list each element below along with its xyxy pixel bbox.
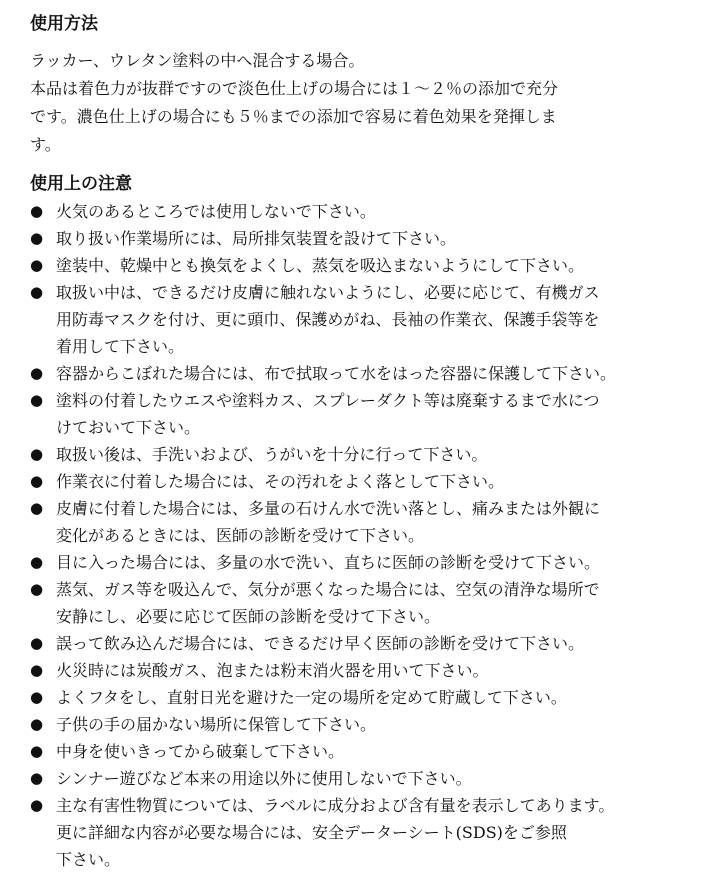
caution-item: [30, 468, 705, 495]
caution-text: [56, 495, 600, 549]
bullet-icon: ●: [30, 580, 44, 598]
bullet-icon: ●: [30, 688, 44, 706]
bullet-icon: ●: [30, 445, 44, 463]
caution-item: [30, 198, 705, 225]
bullet-icon: ●: [30, 364, 44, 382]
caution-item: [30, 549, 705, 576]
caution-item: [30, 576, 705, 630]
caution-line: 火気のあるところでは使用しないで下さい。: [56, 202, 376, 221]
caution-line: 中身を使いきってから破棄して下さい。: [56, 742, 345, 761]
caution-item: [30, 360, 705, 387]
caution-line: 主な有害性物質については、ラベルに成分および含有量を表示してあります。: [56, 796, 615, 815]
caution-text: [56, 279, 600, 360]
usage-heading: 使用方法: [30, 14, 98, 34]
caution-line: 子供の手の届かない場所に保管して下さい。: [56, 715, 377, 734]
caution-line: けておいて下さい。: [56, 418, 201, 437]
caution-line: 目に入った場合には、多量の水で洗い、直ちに医師の診断を受けて下さい。: [56, 553, 601, 572]
bullet-icon: ●: [30, 742, 44, 760]
caution-text: [56, 549, 600, 576]
caution-item: [30, 792, 705, 873]
caution-line: 誤って飲み込んだ場合には、できるだけ早く医師の診断を受けて下さい。: [56, 634, 585, 653]
caution-line: 蒸気、ガス等を吸込んで、気分が悪くなった場合には、空気の清浄な場所で: [56, 580, 600, 599]
bullet-icon: ●: [30, 769, 44, 787]
caution-line: 火災時には炭酸ガス、泡または粉末消火器を用いて下さい。: [56, 661, 489, 680]
bullet-icon: ●: [30, 202, 44, 220]
caution-line: 皮膚に付着した場合には、多量の石けん水で洗い落とし、痛みまたは外観に: [56, 499, 601, 518]
caution-item: [30, 252, 705, 279]
caution-line: 変化があるときには、医師の診断を受けて下さい。: [56, 526, 425, 545]
cautions-list: [30, 198, 705, 873]
caution-text: [56, 630, 584, 657]
caution-text: [56, 657, 488, 684]
caution-item: [30, 225, 705, 252]
caution-line: 着用して下さい。: [56, 337, 185, 356]
bullet-icon: ●: [30, 283, 44, 301]
caution-line: シンナー遊びなど本来の用途以外に使用しないで下さい。: [56, 769, 472, 788]
caution-line: 下さい。: [56, 850, 121, 869]
bullet-icon: ●: [30, 472, 44, 490]
bullet-icon: ●: [30, 229, 44, 247]
caution-item: [30, 684, 705, 711]
caution-line: よくフタをし、直射日光を避けた一定の場所を定めて貯蔵して下さい。: [56, 688, 567, 707]
caution-line: 作業衣に付着した場合には、その汚れをよく落として下さい。: [56, 472, 505, 491]
caution-text: [56, 198, 376, 225]
caution-text: [56, 225, 456, 252]
usage-line-3: です。濃色仕上げの場合にも５％までの添加で容易に着色効果を発揮しま: [30, 107, 557, 126]
caution-line: 取扱い中は、できるだけ皮膚に触れないようにし、必要に応じて、有機ガス: [56, 283, 600, 302]
caution-text: [56, 765, 472, 792]
caution-item: [30, 387, 705, 441]
caution-text: [56, 792, 614, 873]
caution-text: [56, 441, 487, 468]
caution-line: 容器からこぼれた場合には、布で拭取って水をはった容器に保護して下さい。: [56, 364, 617, 383]
bullet-icon: ●: [30, 499, 44, 517]
caution-item: [30, 765, 705, 792]
caution-text: [56, 387, 600, 441]
caution-text: [56, 711, 376, 738]
bullet-icon: ●: [30, 661, 44, 679]
caution-text: [56, 360, 616, 387]
bullet-icon: ●: [30, 553, 44, 571]
bullet-icon: ●: [30, 796, 44, 814]
caution-item: [30, 630, 705, 657]
caution-item: [30, 711, 705, 738]
usage-line-2: 本品は着色力が抜群ですので淡色仕上げの場合には１～２％の添加で充分: [30, 79, 559, 98]
caution-text: [56, 252, 584, 279]
caution-item: [30, 657, 705, 684]
bullet-icon: ●: [30, 715, 44, 733]
caution-line: 更に詳細な内容が必要な場合には、安全データーシート(SDS)をご参照: [56, 823, 567, 842]
usage-line-1: ラッカー、ウレタン塗料の中へ混合する場合。: [30, 51, 365, 70]
caution-item: [30, 279, 705, 360]
caution-line: 塗装中、乾燥中とも換気をよくし、蒸気を吸込まないようにして下さい。: [56, 256, 585, 275]
caution-line: 取り扱い作業場所には、局所排気装置を設けて下さい。: [56, 229, 457, 248]
bullet-icon: ●: [30, 634, 44, 652]
caution-line: 取扱い後は、手洗いおよび、うがいを十分に行って下さい。: [56, 445, 488, 464]
caution-item: [30, 495, 705, 549]
caution-item: [30, 738, 705, 765]
caution-text: [56, 684, 567, 711]
caution-line: 用防毒マスクを付け、更に頭巾、保護めがね、長袖の作業衣、保護手袋等を: [56, 310, 600, 329]
bullet-icon: ●: [30, 256, 44, 274]
cautions-heading: 使用上の注意: [30, 174, 132, 194]
bullet-icon: ●: [30, 391, 44, 409]
usage-line-4: す。: [30, 135, 61, 154]
caution-text: [56, 738, 344, 765]
caution-text: [56, 468, 504, 495]
caution-item: [30, 441, 705, 468]
caution-text: [56, 576, 600, 630]
caution-line: 安静にし、必要に応じて医師の診断を受けて下さい。: [56, 607, 441, 626]
caution-line: 塗料の付着したウエスや塗料カス、スプレーダクト等は廃棄するまで水につ: [56, 391, 600, 410]
